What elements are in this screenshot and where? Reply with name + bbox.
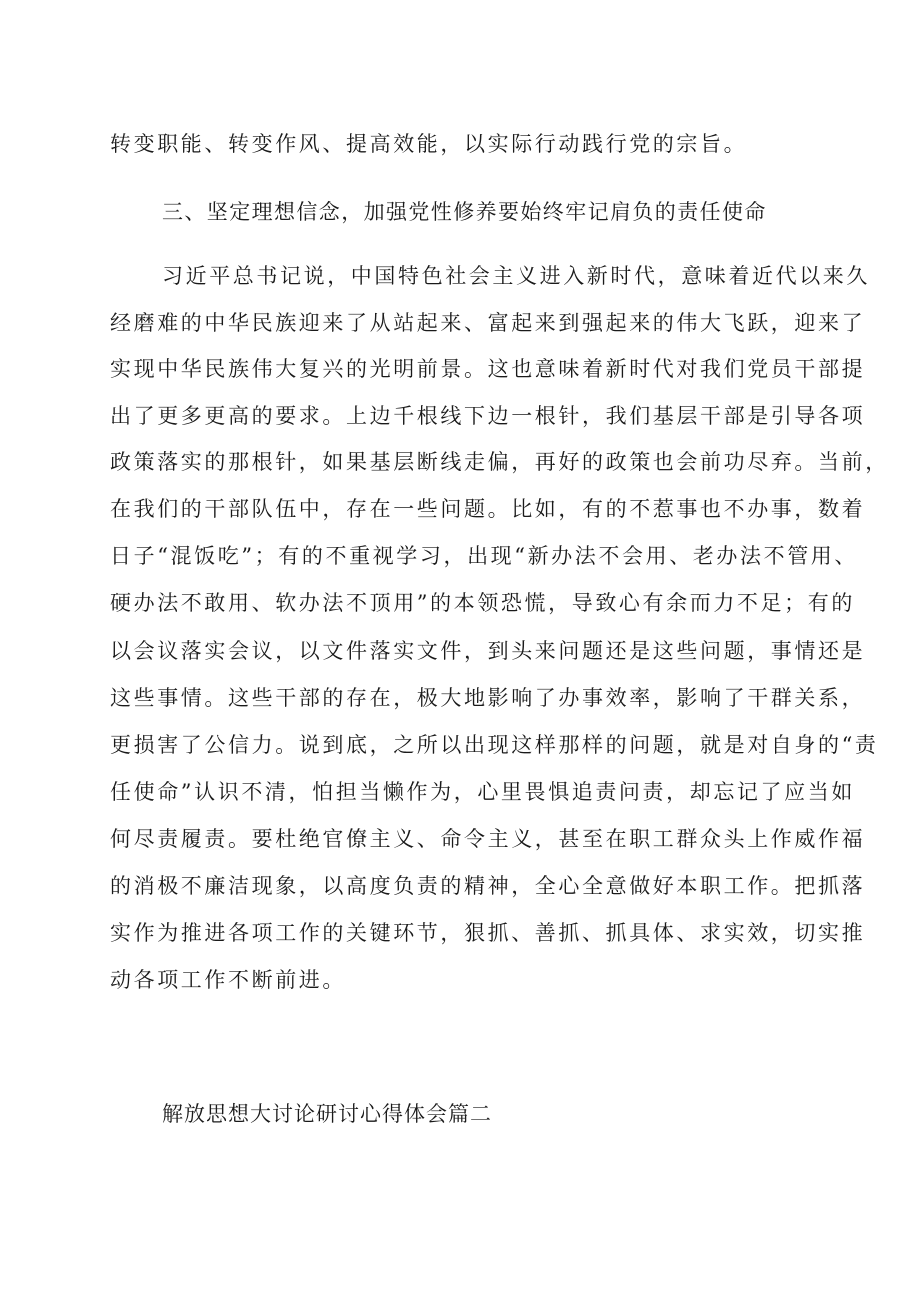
paragraph-line: 任使命”认识不清，怕担当懒作为，心里畏惧追责问责，却忘记了应当如 [110, 780, 855, 804]
paragraph-line: 的消极不廉洁现象，以高度负责的精神，全心全意做好本职工作。把抓落 [110, 874, 866, 898]
next-section-title: 解放思想大讨论研讨心得体会篇二 [162, 1102, 492, 1126]
paragraph-line: 政策落实的那根针，如果基层断线走偏，再好的政策也会前功尽弃。当前， [110, 450, 889, 474]
paragraph-line: 以会议落实会议，以文件落实文件，到头来问题还是这些问题，事情还是 [110, 639, 866, 663]
paragraph-line: 在我们的干部队伍中，存在一些问题。比如，有的不惹事也不办事，数着 [110, 497, 866, 521]
paragraph-line: 何尽责履责。要杜绝官僚主义、命令主义，甚至在职工群众头上作威作福 [110, 827, 866, 851]
paragraph-line: 实现中华民族伟大复兴的光明前景。这也意味着新时代对我们党员干部提 [110, 357, 866, 381]
paragraph-line: 转变职能、转变作风、提高效能，以实际行动践行党的宗旨。 [110, 132, 748, 156]
section-heading: 三、坚定理想信念，加强党性修养要始终牢记肩负的责任使命 [162, 200, 767, 224]
paragraph-line: 动各项工作不断前进。 [110, 968, 346, 992]
paragraph-line: 硬办法不敢用、软办法不顶用”的本领恐慌，导致心有余而力不足；有的 [110, 591, 855, 615]
paragraph-line: 经磨难的中华民族迎来了从站起来、富起来到强起来的伟大飞跃，迎来了 [110, 311, 866, 335]
paragraph-line: 这些事情。这些干部的存在，极大地影响了办事效率，影响了干群关系， [110, 686, 866, 710]
paragraph-line: 日子“混饭吃”；有的不重视学习，出现“新办法不会用、老办法不管用、 [110, 544, 859, 568]
paragraph-line: 更损害了公信力。说到底，之所以出现这样那样的问题，就是对自身的“责 [110, 733, 879, 757]
paragraph-line: 实作为推进各项工作的关键环节，狠抓、善抓、抓具体、求实效，切实推 [110, 921, 866, 945]
paragraph-line: 习近平总书记说，中国特色社会主义进入新时代，意味着近代以来久 [162, 264, 870, 288]
paragraph-line: 出了更多更高的要求。上边千根线下边一根针，我们基层干部是引导各项 [110, 404, 866, 428]
